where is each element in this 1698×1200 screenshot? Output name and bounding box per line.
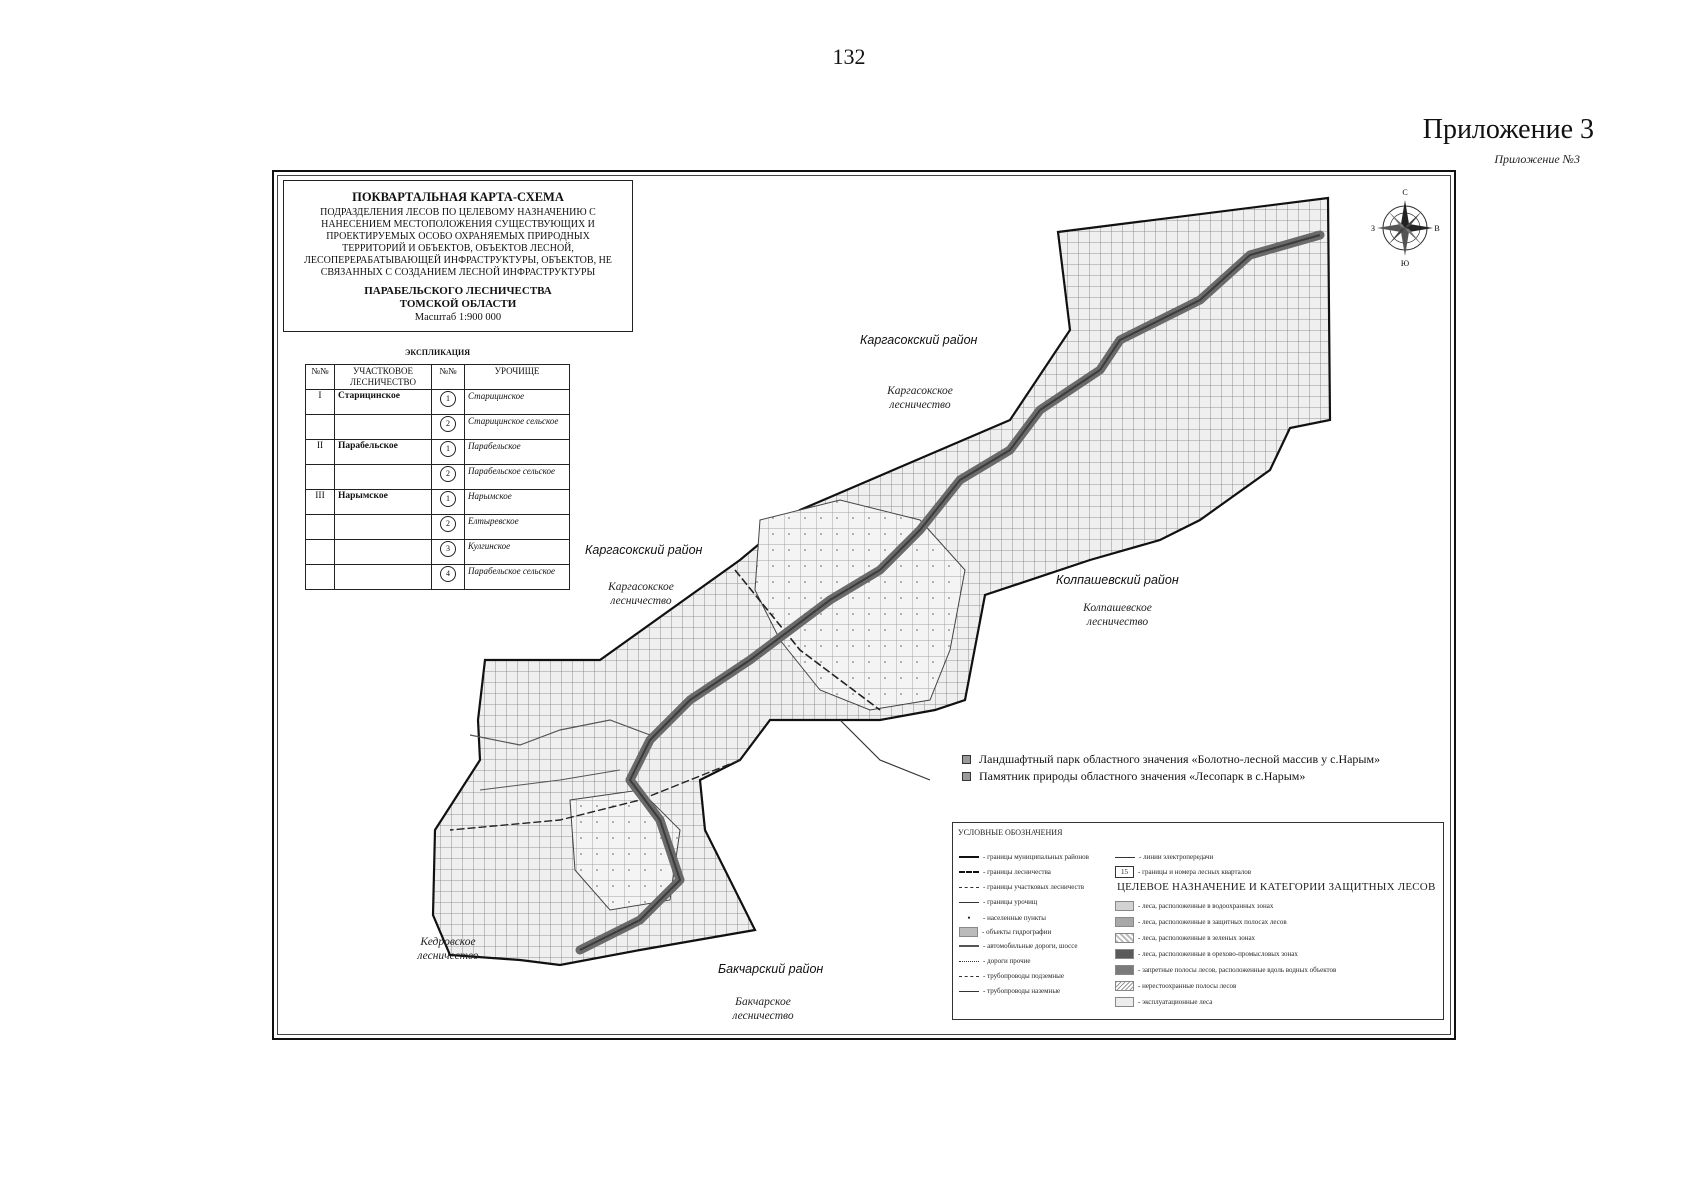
row-forestry bbox=[335, 465, 432, 490]
legend-label: - населенные пункты bbox=[983, 914, 1046, 922]
legend-label: - леса, расположенные в водоохранных зонах bbox=[1138, 902, 1274, 910]
hydrography-swatch bbox=[959, 927, 978, 937]
appendix-title: Приложение 3 bbox=[1422, 114, 1594, 145]
row-num: III bbox=[306, 490, 335, 515]
map-appendix-label: Приложение №3 bbox=[1494, 152, 1580, 166]
explication-table bbox=[305, 364, 570, 590]
forestry-kedrovoe: Кедровское лесничество bbox=[417, 936, 479, 962]
header-num: №№ bbox=[306, 365, 335, 390]
protected-area-label: Ландшафтный парк областного значения «Болотно-лесной массив у с.Нарым» bbox=[979, 752, 1381, 766]
row-num bbox=[306, 540, 335, 565]
compass-west: З bbox=[1370, 224, 1376, 233]
road-line bbox=[840, 720, 930, 780]
legend-label: - леса, расположенные в зеленых зонах bbox=[1138, 934, 1256, 942]
legend-item bbox=[959, 927, 1051, 937]
legend-label: - нерестоохранные полосы лесов bbox=[1138, 982, 1237, 990]
legend-item bbox=[959, 853, 1089, 861]
legend-item bbox=[1115, 853, 1213, 861]
tract-number: 4 bbox=[440, 566, 456, 582]
legend-label: - границы урочищ bbox=[983, 898, 1038, 906]
legend-item bbox=[1115, 997, 1212, 1007]
line-symbol bbox=[959, 887, 979, 888]
legend-label: - линии электропередачи bbox=[1139, 853, 1214, 861]
line-symbol bbox=[959, 976, 979, 977]
table-row bbox=[306, 390, 570, 415]
category-swatch bbox=[1115, 997, 1134, 1007]
tract-number: 3 bbox=[440, 541, 456, 557]
legend-item bbox=[959, 883, 1084, 891]
tract-number: 1 bbox=[440, 391, 456, 407]
page-number: 132 bbox=[832, 44, 866, 69]
row-num bbox=[306, 415, 335, 440]
row-tract: Парабельское сельское bbox=[465, 465, 570, 490]
quarter-number-box: 15 bbox=[1115, 866, 1134, 878]
region-kolpashevo: Колпашевский район bbox=[1056, 573, 1179, 587]
protected-area-item bbox=[962, 769, 1305, 784]
table-row bbox=[306, 440, 570, 465]
legend-label: - границы муниципальных районов bbox=[983, 853, 1089, 861]
row-tract: Парабельское bbox=[465, 440, 570, 465]
legend-item bbox=[959, 913, 1046, 923]
tract-number: 2 bbox=[440, 416, 456, 432]
legend-item bbox=[1115, 965, 1336, 975]
legend-label: - границы участковых лесничеств bbox=[983, 883, 1084, 891]
tract-number: 1 bbox=[440, 441, 456, 457]
legend-item bbox=[1115, 901, 1273, 911]
table-row bbox=[306, 540, 570, 565]
forestry-kolpashevo: Колпашевское лесничество bbox=[1083, 602, 1152, 628]
forestry-kargasok-top: Каргасокское лесничество bbox=[887, 385, 953, 411]
row-forestry bbox=[335, 415, 432, 440]
legend-item bbox=[1115, 981, 1236, 991]
map-scale: Масштаб 1:900 000 bbox=[414, 312, 502, 323]
monument-marker-icon bbox=[962, 772, 971, 781]
legend-item bbox=[959, 972, 1064, 980]
category-swatch bbox=[1115, 917, 1134, 927]
line-symbol bbox=[959, 991, 979, 992]
table-row bbox=[306, 515, 570, 540]
legend-item bbox=[1115, 866, 1251, 878]
legend-label: - объекты гидрографии bbox=[982, 928, 1052, 936]
region-kargasok-top: Каргасокский район bbox=[860, 333, 978, 347]
compass-south: Ю bbox=[1400, 259, 1410, 268]
region-bakchar: Бакчарский район bbox=[718, 962, 824, 976]
category-swatch bbox=[1115, 981, 1134, 991]
legend-item bbox=[959, 957, 1030, 965]
forestry-name-line1: ПАРАБЕЛЬСКОГО ЛЕСНИЧЕСТВА bbox=[364, 285, 552, 297]
line-symbol bbox=[959, 902, 979, 903]
table-row bbox=[306, 415, 570, 440]
header-tract: УРОЧИЩЕ bbox=[465, 365, 570, 390]
map-description: ПОДРАЗДЕЛЕНИЯ ЛЕСОВ ПО ЦЕЛЕВОМУ НАЗНАЧЕНИЮ С НАНЕСЕНИЕМ МЕСТОПОЛОЖЕНИЯ СУЩЕСТВУЮЩИХ И ПРОЕКТИРУЕМЫХ ОСОБО ОХРАНЯЕМЫХ ПРИРОДНЫХ ТЕРРИТОРИЙ И ОБЪЕКТОВ, ОБЪЕКТОВ ЛЕСНОЙ, ЛЕСОПЕРЕРАБАТЫВАЮЩЕЙ ИНФРАСТРУКТУРЫ, ОБЪЕКТОВ, НЕ СВЯЗАННЫХ С СОЗДАНИЕМ ЛЕСНОЙ ИНФРАСТРУКТУРЫ bbox=[304, 207, 612, 278]
header-forestry: УЧАСТКОВОЕ ЛЕСНИЧЕСТВО bbox=[335, 365, 432, 390]
legend-label: - эксплуатационные леса bbox=[1138, 998, 1213, 1006]
legend-label: - трубопроводы наземные bbox=[983, 987, 1061, 995]
row-tract: Нарымское bbox=[465, 490, 570, 515]
map-title: ПОКВАРТАЛЬНАЯ КАРТА-СХЕМА bbox=[352, 190, 564, 204]
category-swatch bbox=[1115, 965, 1134, 975]
legend-item bbox=[1115, 917, 1287, 927]
category-swatch bbox=[1115, 901, 1134, 911]
forestry-name-line2: ТОМСКОЙ ОБЛАСТИ bbox=[399, 298, 517, 310]
table-row bbox=[306, 565, 570, 590]
protected-area-label: Памятник природы областного значения «Лесопарк в с.Нарым» bbox=[979, 769, 1306, 783]
category-title: ЦЕЛЕВОЕ НАЗНАЧЕНИЕ И КАТЕГОРИИ ЗАЩИТНЫХ ЛЕСОВ bbox=[1117, 881, 1436, 893]
table-row bbox=[306, 490, 570, 515]
map-legend bbox=[952, 822, 1444, 1020]
row-num bbox=[306, 515, 335, 540]
legend-item bbox=[959, 898, 1037, 906]
row-tract: Елтыревское bbox=[465, 515, 570, 540]
legend-item bbox=[959, 987, 1060, 995]
row-num: II bbox=[306, 440, 335, 465]
line-symbol bbox=[959, 871, 979, 873]
category-swatch bbox=[1115, 933, 1134, 943]
park-marker-icon bbox=[962, 755, 971, 764]
legend-label: - автомобильные дороги, шоссе bbox=[983, 942, 1078, 950]
tract-number: 1 bbox=[440, 491, 456, 507]
row-num: I bbox=[306, 390, 335, 415]
table-row bbox=[306, 465, 570, 490]
region-kargasok-left: Каргасокский район bbox=[585, 543, 703, 557]
explication-title: ЭКСПЛИКАЦИЯ bbox=[404, 348, 470, 357]
compass-north: С bbox=[1402, 188, 1408, 197]
line-symbol bbox=[959, 961, 979, 962]
legend-item bbox=[1115, 949, 1298, 959]
tract-number: 2 bbox=[440, 516, 456, 532]
legend-item bbox=[959, 942, 1078, 950]
row-num bbox=[306, 465, 335, 490]
legend-item bbox=[1115, 933, 1255, 943]
legend-label: - леса, расположенные в защитных полосах лесов bbox=[1138, 918, 1287, 926]
line-symbol bbox=[959, 856, 979, 858]
row-tract: Кулгинское bbox=[465, 540, 570, 565]
legend-item bbox=[959, 868, 1051, 876]
row-forestry: Старицинское bbox=[335, 390, 432, 415]
legend-label: - леса, расположенные в орехово-промысловых зонах bbox=[1138, 950, 1298, 958]
legend-label: - границы лесничества bbox=[983, 868, 1051, 876]
forestry-kargasok-left: Каргасокское лесничество bbox=[608, 581, 674, 607]
header-tract-num: №№ bbox=[432, 365, 465, 390]
settlement-symbol: • bbox=[967, 913, 971, 923]
explication-header-row bbox=[306, 365, 570, 390]
map-title-block bbox=[283, 180, 633, 332]
legend-label: - границы и номера лесных кварталов bbox=[1138, 868, 1252, 876]
row-forestry: Парабельское bbox=[335, 440, 432, 465]
line-symbol bbox=[959, 945, 979, 947]
row-num bbox=[306, 565, 335, 590]
row-forestry bbox=[335, 540, 432, 565]
category-swatch bbox=[1115, 949, 1134, 959]
legend-label: - запретные полосы лесов, расположенные вдоль водных объектов bbox=[1138, 966, 1337, 974]
compass-east: В bbox=[1434, 224, 1440, 233]
legend-label: - дороги прочие bbox=[983, 957, 1031, 965]
legend-title: УСЛОВНЫЕ ОБОЗНАЧЕНИЯ bbox=[958, 828, 1063, 837]
row-tract: Старицинское bbox=[465, 390, 570, 415]
forestry-bakchar: Бакчарское лесничество bbox=[732, 996, 794, 1022]
row-tract: Парабельское сельское bbox=[465, 565, 570, 590]
protected-area-item bbox=[962, 752, 1380, 767]
tract-number: 2 bbox=[440, 466, 456, 482]
row-tract: Старицинское сельское bbox=[465, 415, 570, 440]
legend-label: - трубопроводы подземные bbox=[983, 972, 1064, 980]
power-line-symbol bbox=[1115, 857, 1135, 858]
compass-rose-icon bbox=[1370, 186, 1440, 268]
row-forestry bbox=[335, 515, 432, 540]
row-forestry: Нарымское bbox=[335, 490, 432, 515]
row-forestry bbox=[335, 565, 432, 590]
